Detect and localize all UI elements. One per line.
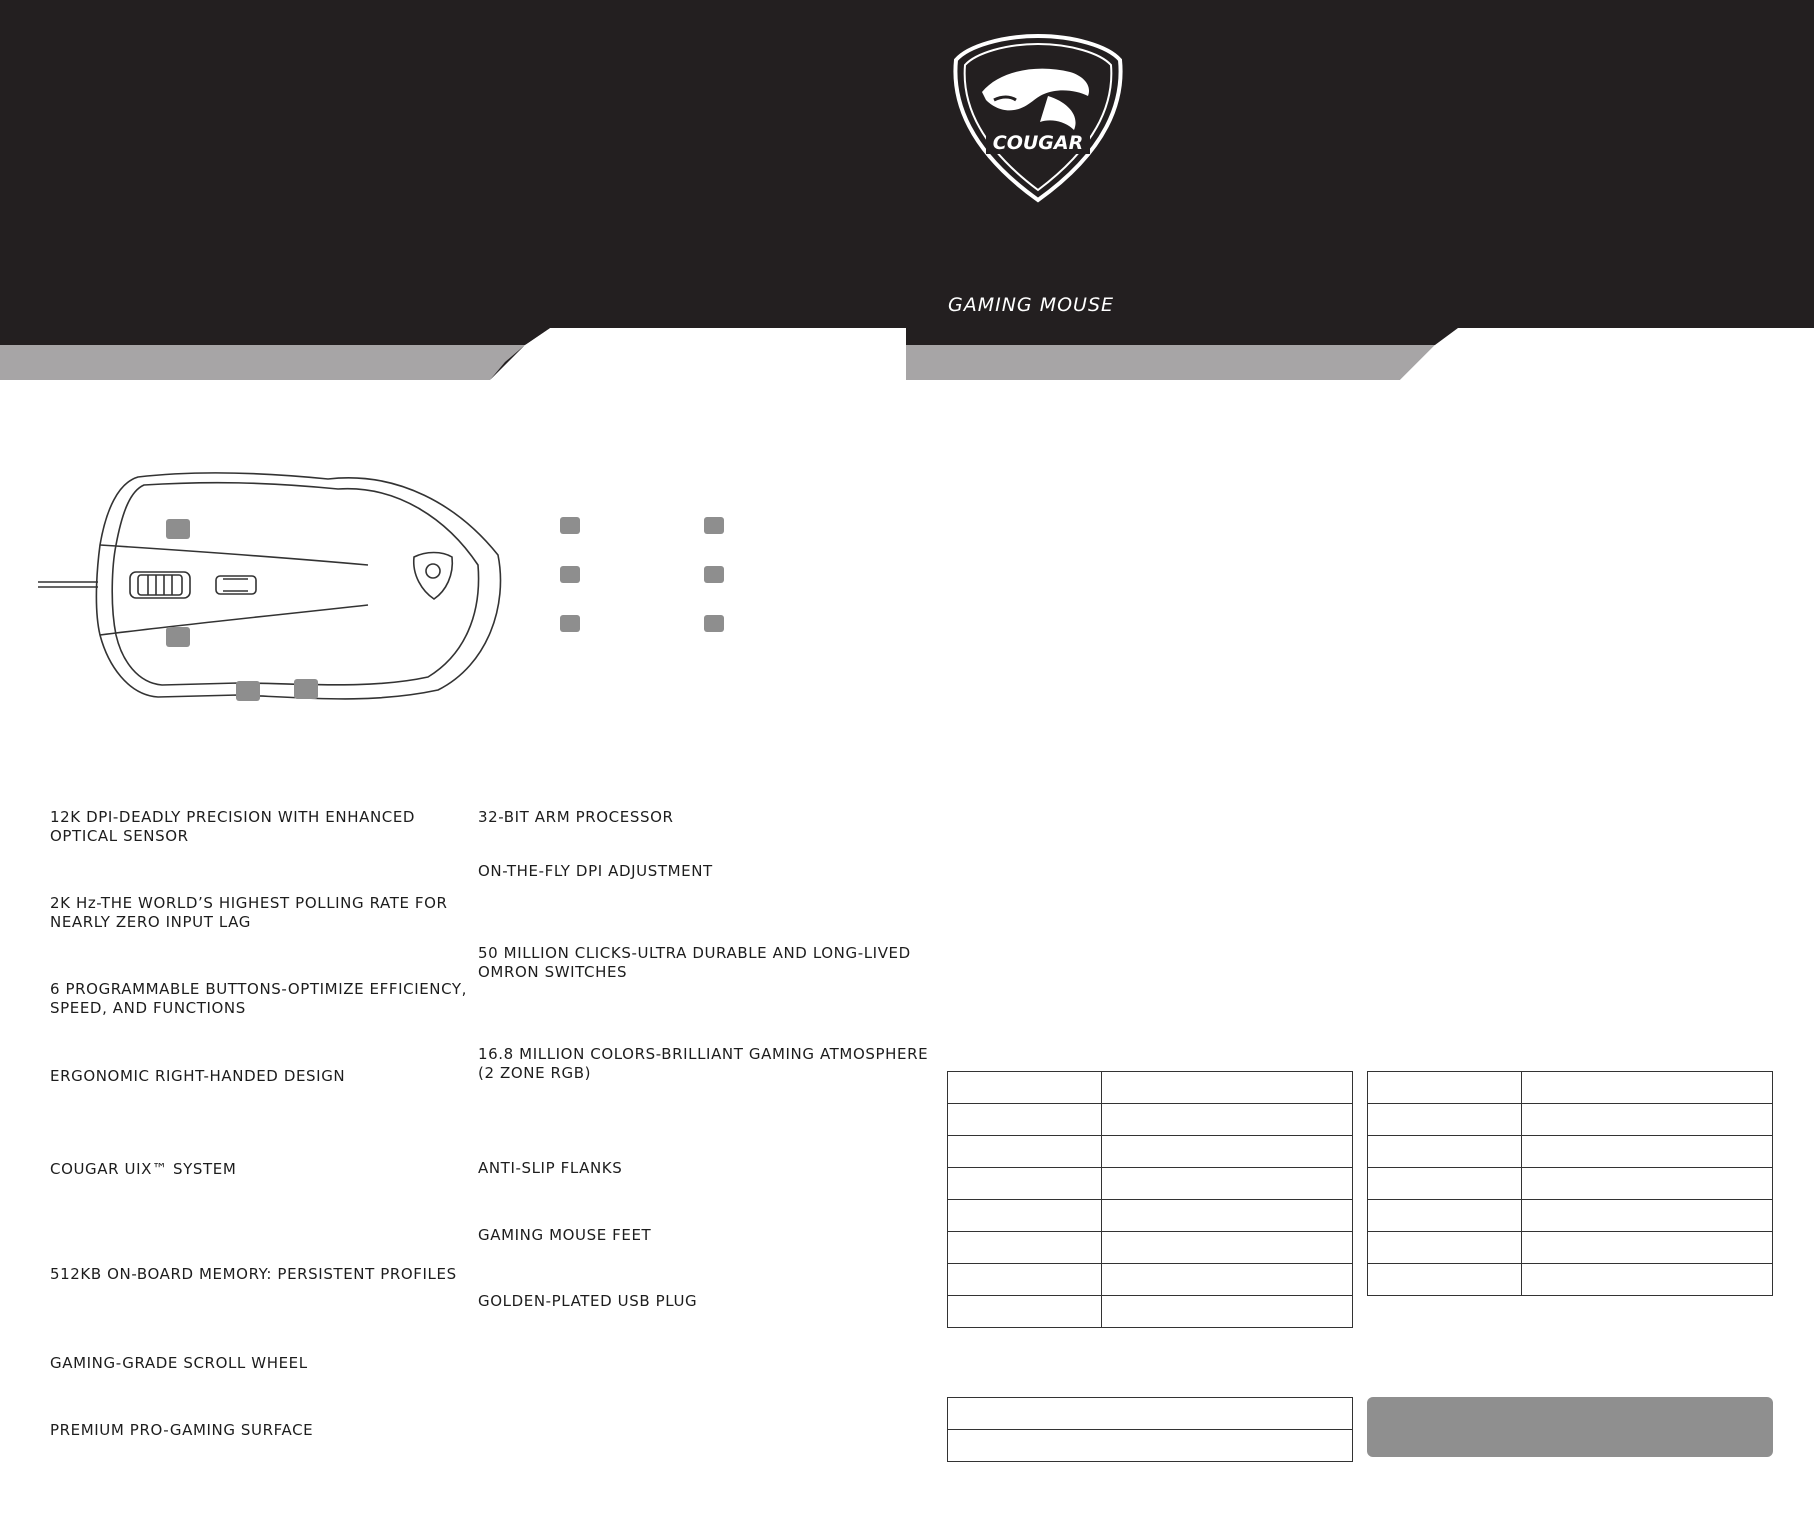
marker-left-button	[166, 519, 190, 539]
table-row	[948, 1232, 1353, 1264]
table-row	[1368, 1168, 1773, 1200]
table-row	[948, 1072, 1353, 1104]
feature-item: 32-BIT ARM PROCESSOR	[478, 808, 674, 826]
table-row	[948, 1264, 1353, 1296]
marker-side-button-1	[236, 681, 260, 701]
feature-item: 16.8 MILLION COLORS-BRILLIANT GAMING ATMOSPHERE (2 ZONE RGB)	[478, 1045, 929, 1082]
feature-item: ANTI-SLIP FLANKS	[478, 1159, 623, 1177]
table-row	[948, 1398, 1353, 1430]
feature-item: 512KB ON-BOARD MEMORY: PERSISTENT PROFILES	[50, 1265, 457, 1283]
header-band	[0, 0, 1814, 380]
logo-brand-text: COUGAR	[992, 132, 1084, 154]
feature-item: GAMING-GRADE SCROLL WHEEL	[50, 1354, 308, 1372]
product-tagline: GAMING MOUSE	[948, 294, 1115, 316]
feature-item: 12K DPI-DEADLY PRECISION WITH ENHANCED OPTICAL SENSOR	[50, 808, 416, 845]
table-row	[948, 1168, 1353, 1200]
legend-marker-3	[560, 615, 580, 632]
spec-table-right	[1367, 1071, 1773, 1296]
feature-item: PREMIUM PRO-GAMING SURFACE	[50, 1421, 314, 1439]
grey-info-box	[1367, 1397, 1773, 1457]
spec-table-bottom	[947, 1397, 1353, 1462]
table-row	[948, 1296, 1353, 1328]
legend-marker-6	[704, 615, 724, 632]
feature-item: COUGAR UIX™ SYSTEM	[50, 1160, 237, 1178]
table-row	[948, 1104, 1353, 1136]
table-row	[1368, 1072, 1773, 1104]
feature-item: ERGONOMIC RIGHT-HANDED DESIGN	[50, 1067, 346, 1085]
legend-marker-5	[704, 566, 724, 583]
table-row	[1368, 1232, 1773, 1264]
legend-marker-2	[560, 566, 580, 583]
mouse-top-view-diagram	[38, 465, 518, 715]
table-row	[1368, 1264, 1773, 1296]
legend-marker-4	[704, 517, 724, 534]
marker-right-button	[166, 627, 190, 647]
cougar-logo	[948, 30, 1128, 206]
feature-item: GAMING MOUSE FEET	[478, 1226, 652, 1244]
table-row	[1368, 1136, 1773, 1168]
feature-item: GOLDEN-PLATED USB PLUG	[478, 1292, 698, 1310]
feature-item: 6 PROGRAMMABLE BUTTONS-OPTIMIZE EFFICIENCY, SPEED, AND FUNCTIONS	[50, 980, 468, 1017]
marker-side-button-2	[294, 679, 318, 699]
table-row	[1368, 1104, 1773, 1136]
table-row	[948, 1136, 1353, 1168]
feature-item: 50 MILLION CLICKS-ULTRA DURABLE AND LONG-LIVED OMRON SWITCHES	[478, 944, 911, 981]
table-row	[948, 1430, 1353, 1462]
feature-item: 2K Hz-THE WORLD’S HIGHEST POLLING RATE FOR NEARLY ZERO INPUT LAG	[50, 894, 448, 931]
legend-marker-1	[560, 517, 580, 534]
feature-item: ON-THE-FLY DPI ADJUSTMENT	[478, 862, 713, 880]
table-row	[1368, 1200, 1773, 1232]
table-row	[948, 1200, 1353, 1232]
spec-table-left	[947, 1071, 1353, 1328]
